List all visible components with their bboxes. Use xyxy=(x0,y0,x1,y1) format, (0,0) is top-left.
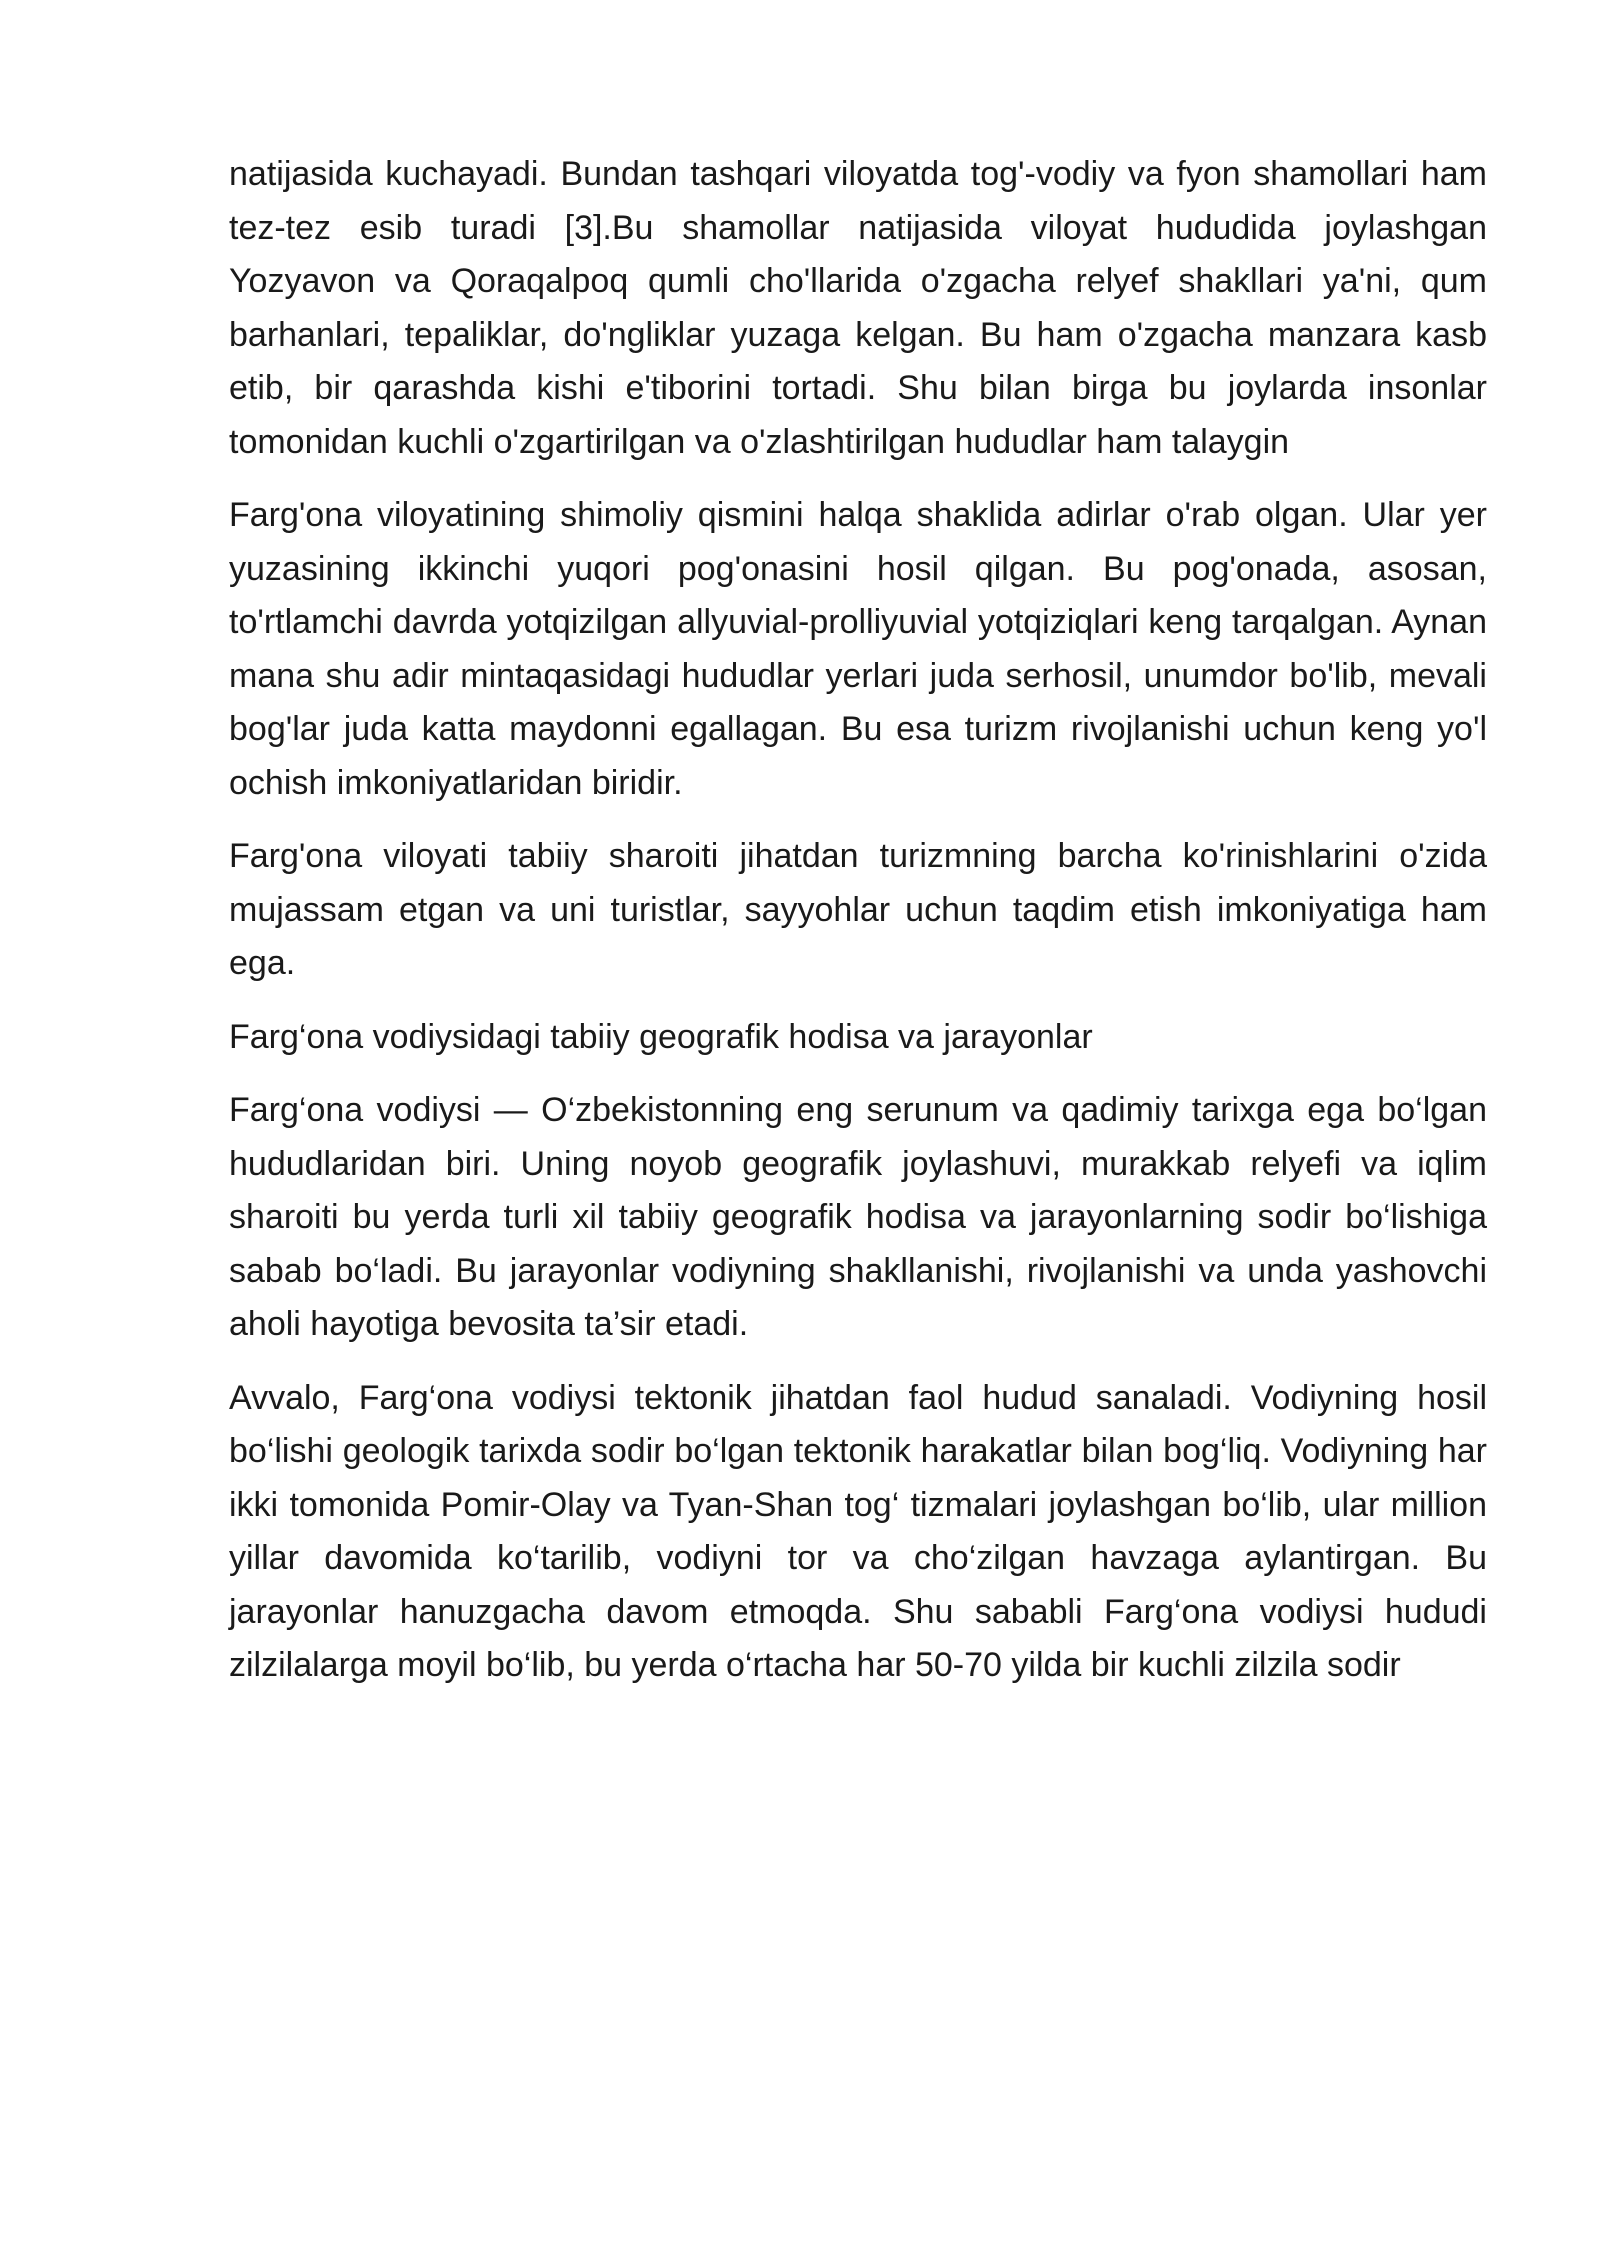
paragraph-valley-intro: Farg‘ona vodiysi — O‘zbekistonning eng serunum va qadimiy tarixga ega bo‘lgan hududlaridan biri. Uning noyob geografik joylashuvi, murakkab relyefi va iqlim sharoiti bu yerda turli xil tabiiy geografik hodisa va jarayonlarning sodir bo‘lishiga sabab bo‘ladi. Bu jarayonlar vodiyning shakllanishi, rivojlanishi va unda yashovchi aholi hayotiga bevosita ta’sir etadi. xyxy=(229,1091,1487,1343)
paragraph-hills: Farg'ona viloyatining shimoliy qismini halqa shaklida adirlar o'rab olgan. Ular yer yuzasining ikkinchi yuqori pog'onasini hosil qilgan. Bu pog'onada, asosan, to'rtlamchi davrda yotqizilgan allyuvial-prolliyuvial yotqiziqlari keng tarqalgan. Aynan mana shu adir mintaqasidagi hududlar yerlari juda serhosil, unumdor bo'lib, mevali bog'lar juda katta maydonni egallagan. Bu esa turizm rivojlanishi uchun keng yo'l ochish imkoniyatlaridan biridir. xyxy=(229,496,1487,802)
section-heading: Farg‘ona vodiysidagi tabiiy geografik hodisa va jarayonlar xyxy=(229,1017,1093,1056)
paragraph-winds: natijasida kuchayadi. Bundan tashqari viloyatda tog'-vodiy va fyon shamollari ham tez-tez esib turadi [3].Bu shamollar natijasida viloyat hududida joylashgan Yozyavon va Qoraqalpoq qumli cho'llarida o'zgacha relyef shakllari ya'ni, qum barhanlari, tepaliklar, do'ngliklar yuzaga kelgan. Bu ham o'zgacha manzara kasb etib, bir qarashda kishi e'tiborini tortadi. Shu bilan birga bu joylarda insonlar tomonidan kuchli o'zgartirilgan va o'zlashtirilgan hududlar ham talaygin xyxy=(229,155,1487,461)
paragraph-tourism: Farg'ona viloyati tabiiy sharoiti jihatdan turizmning barcha ko'rinishlarini o'zida mujassam etgan va uni turistlar, sayyohlar uchun taqdim etish imkoniyatiga ham ega. xyxy=(229,837,1487,982)
document-body xyxy=(229,148,1487,1713)
paragraph-tectonics: Avvalo, Farg‘ona vodiysi tektonik jihatdan faol hudud sanaladi. Vodiyning hosil bo‘lishi geologik tarixda sodir bo‘lgan tektonik harakatlar bilan bog‘liq. Vodiyning har ikki tomonida Pomir-Olay va Tyan-Shan tog‘ tizmalari joylashgan bo‘lib, ular million yillar davomida ko‘tarilib, vodiyni tor va cho‘zilgan havzaga aylantirgan. Bu jarayonlar hanuzgacha davom etmoqda. Shu sababli Farg‘ona vodiysi hududi zilzilalarga moyil bo‘lib, bu yerda o‘rtacha har 50-70 yilda bir kuchli zilzila sodir xyxy=(229,1378,1487,1684)
